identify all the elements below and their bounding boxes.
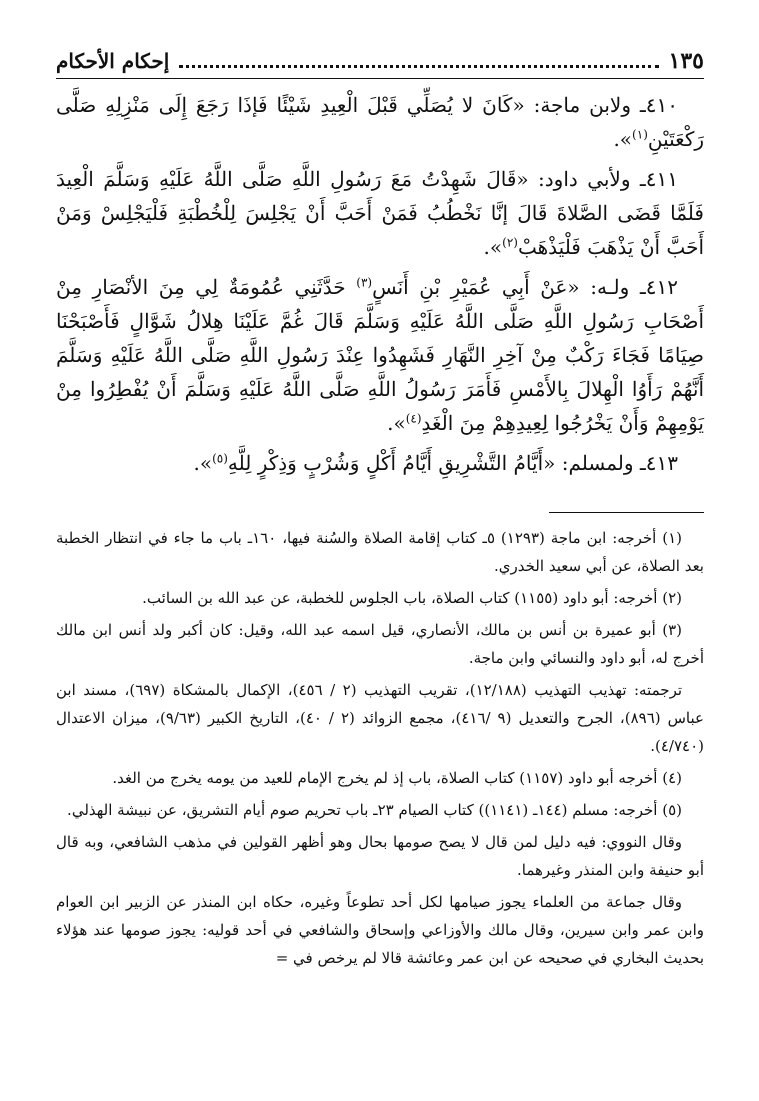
book-page	[56, 0, 704, 1101]
footnote-3: (٣) أبو عميرة بن أنس بن مالك، الأنصاري، قيل اسمه عبد الله، وقيل: كان أكبر ولد أنس ابن مالك أخرج له، أبو داود والنسائي وابن ماجة.	[56, 621, 704, 667]
footnote-ref-1[interactable]: (١)	[632, 127, 648, 142]
footnote-4: (٤) أخرجه أبو داود (١١٥٧) كتاب الصلاة، باب إذ لم يخرج الإمام للعيد من يومه يخرج من الغد.	[112, 769, 682, 787]
footnote-1: (١) أخرجه: ابن ماجة (١٢٩٣) ٥ـ كتاب إقامة الصلاة والسُنة فيها، ١٦٠ـ باب ما جاء في انتظار الخطبة بعد الصلاة، عن أبي سعيد الخدري.	[56, 529, 704, 575]
footnote-3-biography: ترجمته: تهذيب التهذيب (١٢/١٨٨)، تقريب التهذيب (٢ / ٤٥٦)، الإكمال بالمشكاة (٦٩٧)، مسند ابن عباس (٨٩٦)، الجرح والتعديل (٩ /٤١٦)، مجمع الزوائد (٢ / ٤٠)، التاريخ الكبير (٩/٦٣)، ميزان الاعتدال (٤/٧٤٠).	[56, 681, 704, 755]
footnote-separator	[549, 512, 704, 513]
main-text	[56, 88, 704, 486]
hadith-413: ٤١٣ـ ولمسلم: «أَيَّامُ التَّشْرِيقِ أَيَّامُ أَكْلٍ وَشُرْبٍ وَذِكْرٍ لِلَّهِ$^{(٥)}$».	[193, 451, 678, 475]
footnote-5-nawawi-comment: وقال النووي: فيه دليل لمن قال لا يصح صومها بحال وهو أظهر القولين في مذهب الشافعي، وبه قال أبو حنيفة وابن المنذر وغيرهما.	[56, 833, 704, 879]
book-title: إحكام الأحكام	[56, 49, 170, 73]
footnotes	[56, 524, 704, 976]
hadith-412: ٤١٢ـ ولـه: «عَنْ أَبِي عُمَيْرِ بْنِ أَنَسٍ$^{(٣)}$ حَدَّثَنِي عُمُومَةٌ لِي مِنَ الأنْصَارِ مِنْ أَصْحَابِ رَسُولِ اللَّهِ صَلَّى اللَّهُ عَلَيْهِ وَسَلَّمَ قَالَ غُمَّ عَلَيْنَا هِلالُ شَوَّالٍ فَأَصْبَحْنَا صِيَامًا فَجَاءَ رَكْبٌ مِنْ آخِرِ النَّهَارِ فَشَهِدُوا عِنْدَ رَسُولِ اللَّهِ صَلَّى اللَّهُ عَلَيْهِ وَسَلَّمَ أَنَّهُمْ رَأَوُا الْهِلالَ بِالأَمْسِ فَأَمَرَ رَسُولُ اللَّهِ صَلَّى اللَّهُ عَلَيْهِ وَسَلَّمَ أَنْ يُفْطِرُوا مِنْ يَوْمِهِمْ وَأَنْ يَخْرُجُوا لِعِيدِهِمْ مِنَ الْغَدِ$^{(٤)}$».	[56, 275, 704, 435]
header-dot-leader	[179, 63, 658, 68]
footnote-ref-5[interactable]: (٥)	[212, 451, 228, 466]
footnote-5-scholars-comment: وقال جماعة من العلماء يجوز صيامها لكل أحد تطوعاً وغيره، حكاه ابن المنذر عن الزبير ابن العوام وابن عمر وابن سيرين، وقال مالك والأوزاعي وإسحاق والشافعي في أحد قوليه: يجوز صومها عند هؤلاء بحديث البخاري في صحيحه عن ابن عمر وعائشة قالا لم يرخص في =	[56, 893, 704, 967]
footnote-ref-4[interactable]: (٤)	[405, 411, 422, 426]
page-number: ١٣٥	[668, 48, 704, 74]
footnote-5: (٥) أخرجه: مسلم (١٤٤ـ (١١٤١)) كتاب الصيام ٢٣ـ باب تحريم صوم أيام التشريق، عن نبيشة الهذلي.	[67, 801, 682, 819]
hadith-410: ٤١٠ـ ولابن ماجة: «كَانَ لا يُصَلِّي قَبْلَ الْعِيدِ شَيْئًا فَإذَا رَجَعَ إِلَى مَنْزِلِهِ صَلَّى رَكْعَتَيْنِ$^{(١)}$».	[56, 93, 704, 151]
hadith-411: ٤١١ـ ولأبي داود: «قَالَ شَهِدْتُ مَعَ رَسُولِ اللَّهِ صَلَّى اللَّهُ عَلَيْهِ وَسَلَّمَ الْعِيدَ فَلَمَّا قَضَى الصَّلاةَ قَالَ إنَّا نَخْطُبُ فَمَنْ أَحَبَّ أَنْ يَجْلِسَ لِلْخُطْبَةِ فَلْيَجْلِسْ وَمَنْ أَحَبَّ أَنْ يَذْهَبَ فَلْيَذْهَبْ$^{(٢)}$».	[56, 167, 704, 259]
footnote-ref-2[interactable]: (٢)	[502, 235, 518, 250]
footnote-ref-3[interactable]: (٣)	[356, 275, 373, 290]
page-header	[56, 44, 704, 79]
footnote-2: (٢) أخرجه: أبو داود (١١٥٥) كتاب الصلاة، باب الجلوس للخطبة، عن عبد الله بن السائب.	[142, 589, 682, 607]
